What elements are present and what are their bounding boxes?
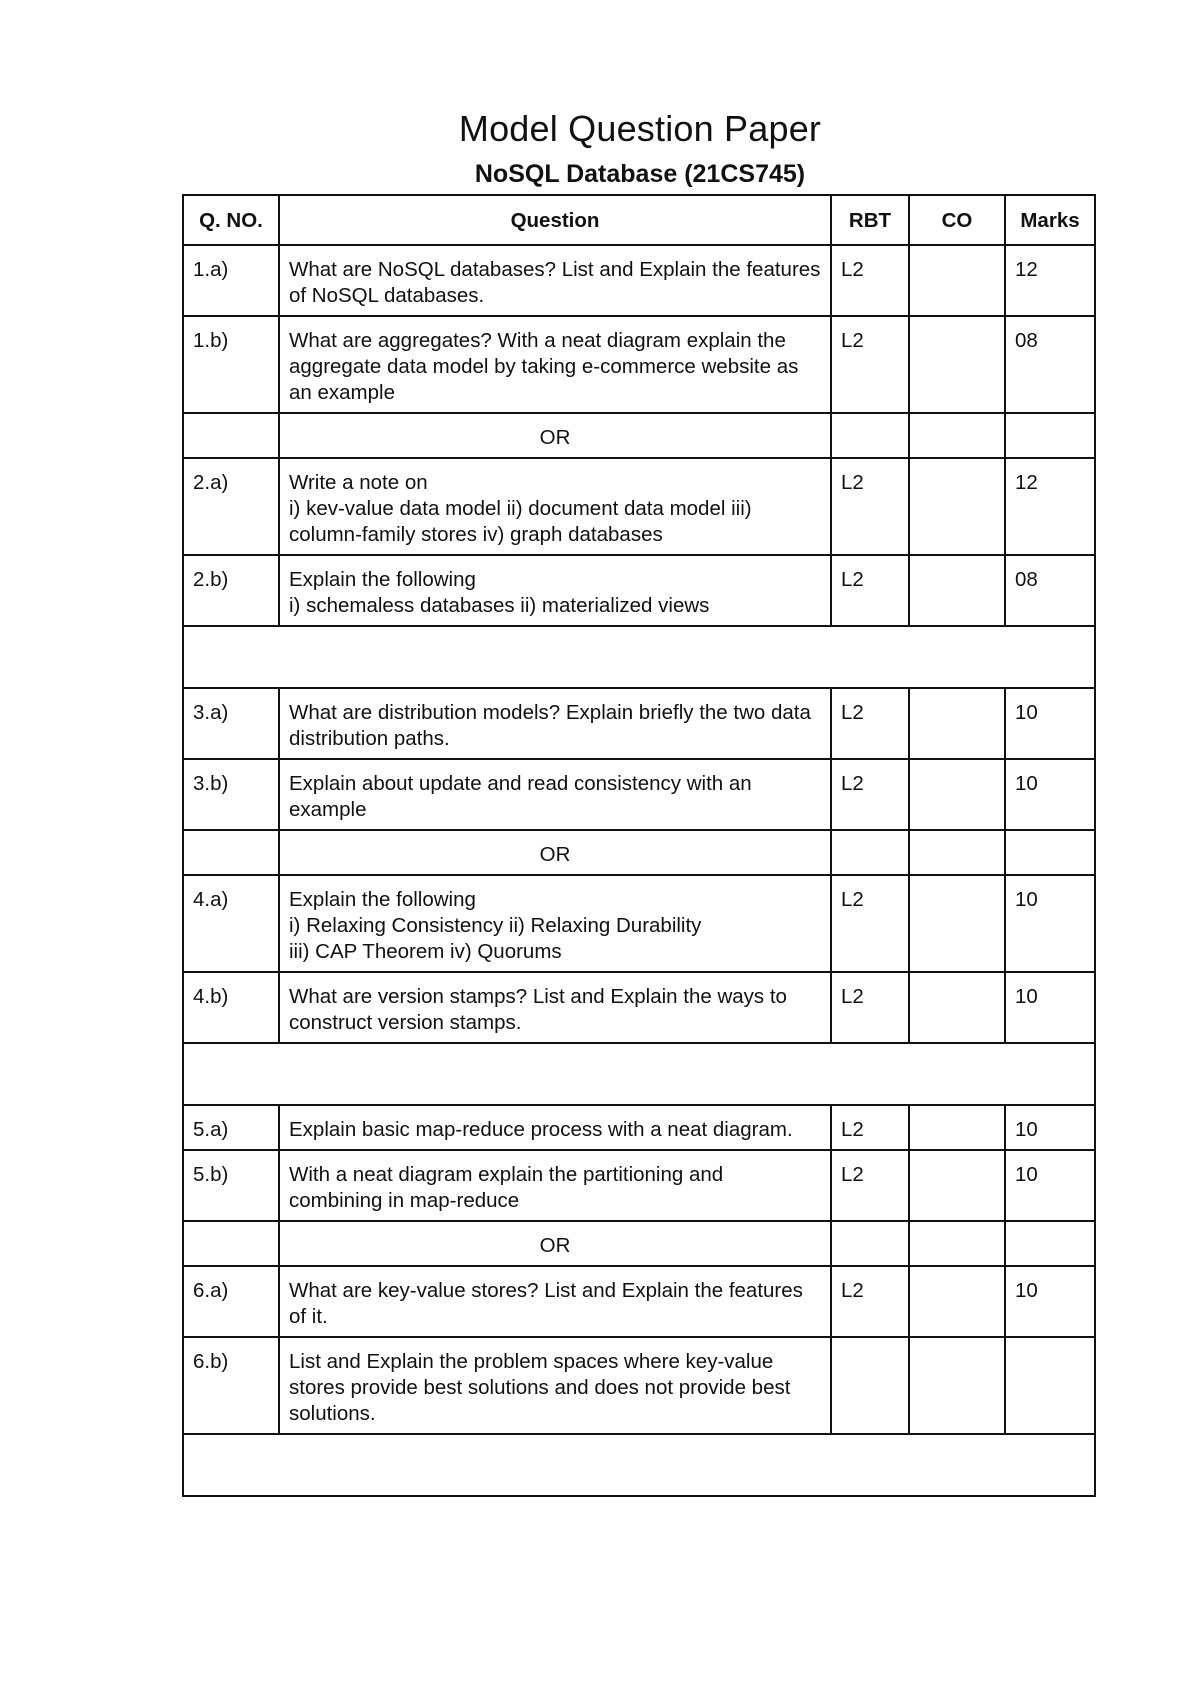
section-separator-row — [183, 1043, 1095, 1105]
question-text: Explain the following i) schemaless databases ii) materialized views — [279, 555, 831, 626]
question-number: 4.a) — [183, 875, 279, 972]
marks-value: 12 — [1005, 245, 1095, 316]
course-outcome — [909, 875, 1005, 972]
or-label: OR — [279, 413, 831, 458]
course-outcome — [909, 1150, 1005, 1221]
section-separator-row — [183, 626, 1095, 688]
question-text: What are key-value stores? List and Explain the features of it. — [279, 1266, 831, 1337]
page-subtitle: NoSQL Database (21CS745) — [474, 160, 806, 188]
question-row — [183, 245, 1095, 316]
marks-value: 12 — [1005, 458, 1095, 555]
marks-value: 08 — [1005, 555, 1095, 626]
rbt-level: L2 — [831, 1266, 909, 1337]
or-label: OR — [279, 1221, 831, 1266]
rbt-level: L2 — [831, 688, 909, 759]
or-marks-cell — [1005, 830, 1095, 875]
course-outcome — [909, 555, 1005, 626]
or-co-cell — [909, 1221, 1005, 1266]
or-rbt-cell — [831, 413, 909, 458]
or-qno-cell — [183, 830, 279, 875]
rbt-level: L2 — [831, 1150, 909, 1221]
marks-value: 10 — [1005, 875, 1095, 972]
question-row — [183, 1266, 1095, 1337]
or-label: OR — [279, 830, 831, 875]
marks-value: 10 — [1005, 1105, 1095, 1150]
course-outcome — [909, 1266, 1005, 1337]
question-number: 5.a) — [183, 1105, 279, 1150]
marks-value — [1005, 1337, 1095, 1434]
section-separator — [183, 626, 1095, 688]
question-text: What are aggregates? With a neat diagram explain the aggregate data model by taking e-commerce website as an example — [279, 316, 831, 413]
marks-value: 08 — [1005, 316, 1095, 413]
or-row — [183, 830, 1095, 875]
question-row — [183, 1337, 1095, 1434]
question-text: Explain the following i) Relaxing Consistency ii) Relaxing Durability iii) CAP Theorem iv) Quorums — [279, 875, 831, 972]
or-rbt-cell — [831, 830, 909, 875]
rbt-level: L2 — [831, 972, 909, 1043]
marks-value: 10 — [1005, 1150, 1095, 1221]
rbt-level: L2 — [831, 875, 909, 972]
or-row — [183, 1221, 1095, 1266]
page-title: Model Question Paper — [458, 108, 822, 149]
question-number: 4.b) — [183, 972, 279, 1043]
marks-value: 10 — [1005, 688, 1095, 759]
or-row — [183, 413, 1095, 458]
question-text: What are NoSQL databases? List and Explain the features of NoSQL databases. — [279, 245, 831, 316]
rbt-level: L2 — [831, 316, 909, 413]
section-separator — [183, 1043, 1095, 1105]
question-text: List and Explain the problem spaces where key-value stores provide best solutions and does not provide best solutions. — [279, 1337, 831, 1434]
course-outcome — [909, 688, 1005, 759]
question-row — [183, 555, 1095, 626]
or-co-cell — [909, 830, 1005, 875]
column-header-question: Question — [279, 195, 831, 245]
question-number: 6.a) — [183, 1266, 279, 1337]
or-qno-cell — [183, 413, 279, 458]
question-number: 6.b) — [183, 1337, 279, 1434]
question-text: Write a note on i) kev-value data model ii) document data model iii) column-family stores iv) graph databases — [279, 458, 831, 555]
column-header-qno: Q. NO. — [183, 195, 279, 245]
question-number: 5.b) — [183, 1150, 279, 1221]
question-table — [182, 194, 1096, 1497]
marks-value: 10 — [1005, 759, 1095, 830]
course-outcome — [909, 1105, 1005, 1150]
marks-value: 10 — [1005, 972, 1095, 1043]
column-header-co: CO — [909, 195, 1005, 245]
question-row — [183, 316, 1095, 413]
course-outcome — [909, 316, 1005, 413]
or-marks-cell — [1005, 1221, 1095, 1266]
rbt-level: L2 — [831, 1105, 909, 1150]
column-header-marks: Marks — [1005, 195, 1095, 245]
question-text: What are version stamps? List and Explain the ways to construct version stamps. — [279, 972, 831, 1043]
rbt-level: L2 — [831, 759, 909, 830]
question-row — [183, 688, 1095, 759]
section-separator-row — [183, 1434, 1095, 1496]
column-header-rbt: RBT — [831, 195, 909, 245]
question-row — [183, 972, 1095, 1043]
question-row — [183, 1105, 1095, 1150]
question-text: Explain basic map-reduce process with a neat diagram. — [279, 1105, 831, 1150]
table-header-row — [183, 195, 1095, 245]
question-number: 3.a) — [183, 688, 279, 759]
question-row — [183, 1150, 1095, 1221]
question-text: What are distribution models? Explain briefly the two data distribution paths. — [279, 688, 831, 759]
question-row — [183, 875, 1095, 972]
question-number: 1.a) — [183, 245, 279, 316]
question-row — [183, 759, 1095, 830]
or-co-cell — [909, 413, 1005, 458]
question-row — [183, 458, 1095, 555]
or-qno-cell — [183, 1221, 279, 1266]
question-number: 2.a) — [183, 458, 279, 555]
rbt-level: L2 — [831, 458, 909, 555]
rbt-level: L2 — [831, 555, 909, 626]
question-text: With a neat diagram explain the partitioning and combining in map-reduce — [279, 1150, 831, 1221]
question-text: Explain about update and read consistency with an example — [279, 759, 831, 830]
question-table-body — [183, 245, 1095, 1496]
rbt-level: L2 — [831, 245, 909, 316]
question-number: 3.b) — [183, 759, 279, 830]
course-outcome — [909, 972, 1005, 1043]
course-outcome — [909, 1337, 1005, 1434]
question-number: 1.b) — [183, 316, 279, 413]
course-outcome — [909, 759, 1005, 830]
course-outcome — [909, 458, 1005, 555]
or-rbt-cell — [831, 1221, 909, 1266]
rbt-level — [831, 1337, 909, 1434]
section-separator — [183, 1434, 1095, 1496]
or-marks-cell — [1005, 413, 1095, 458]
question-number: 2.b) — [183, 555, 279, 626]
course-outcome — [909, 245, 1005, 316]
marks-value: 10 — [1005, 1266, 1095, 1337]
